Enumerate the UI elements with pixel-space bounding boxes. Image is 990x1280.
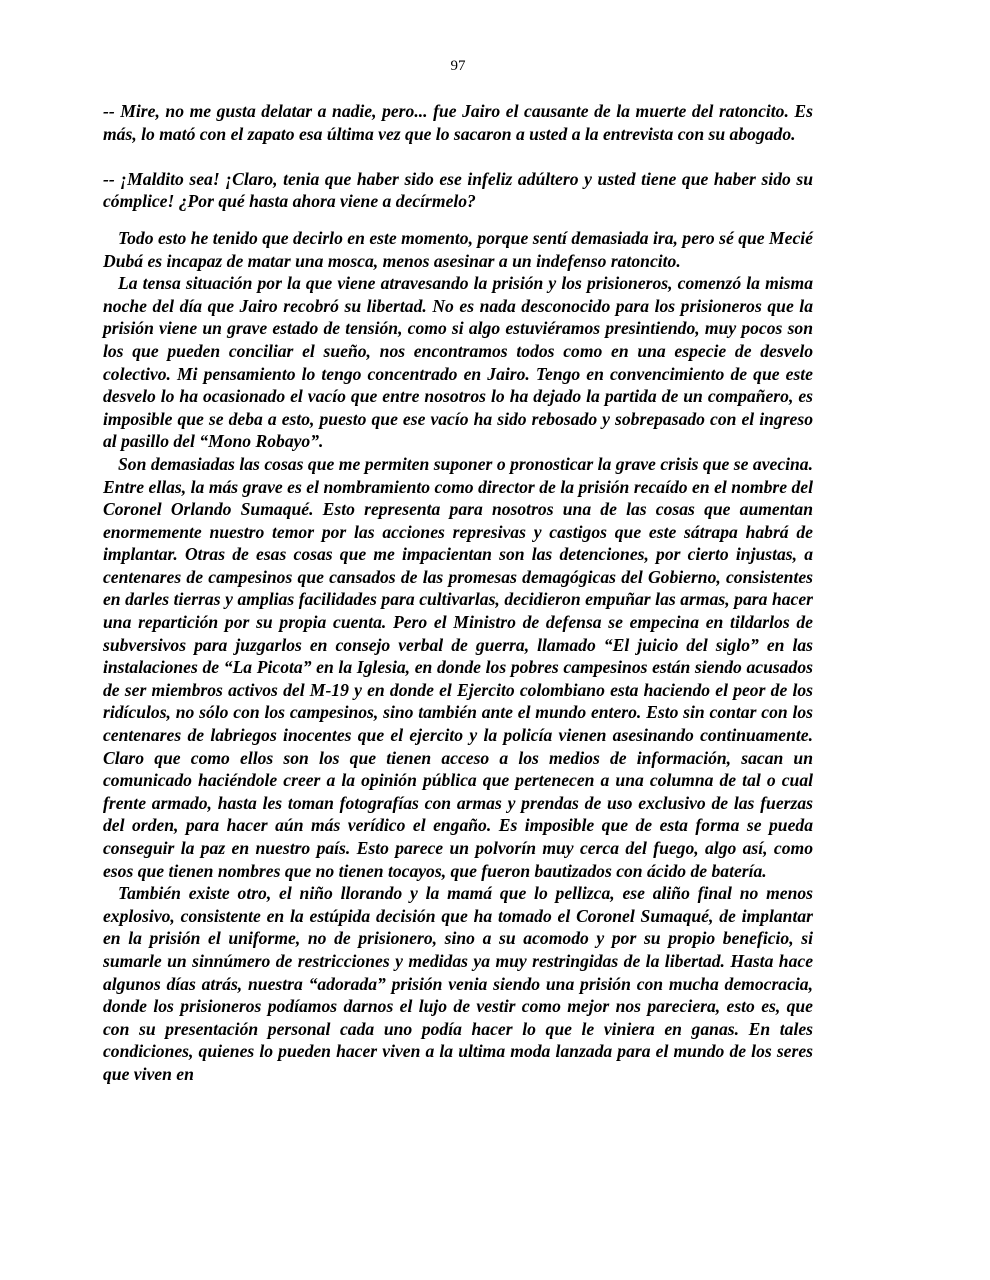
body-paragraph-4: También existe otro, el niño llorando y la mamá que lo pellizca, ese aliño final no menos explosivo, consistente en la estúpida decisión que ha tomado el Coronel Sumaqué, de implantar en la prisión el uniforme, no de prisionero, sino a su acomodo y por su propio beneficio, si sumarle un sinnúmero de restricciones y medidas ya muy restringidas de la libertad. Hasta hace algunos días atrás, nuestra “adorada” prisión venia siendo una prisión con mucha democracia, donde los prisioneros podíamos darnos el lujo de vestir como mejor nos pareciera, esto es, que con su presentación personal cada uno podía hacer lo que le viniera en ganas. En tales condiciones, quienes lo pueden hacer viven a la ultima moda lanzada para el mundo de los seres que viven en bbox=[103, 883, 813, 1084]
body-paragraph-2: La tensa situación por la que viene atravesando la prisión y los prisioneros, comenzó la misma noche del día que Jairo recobró su libertad. No es nada desconocido para los prisioneros que la prisión viene un grave estado de tensión, como si algo estuviéramos presintiendo, muy pocos son los que pueden conciliar el sueño, nos encontramos todos como en una especie de desvelo colectivo. Mi pensamiento lo tengo concentrado en Jairo. Tengo en convencimiento de que este desvelo lo ha ocasionado el vacío que entre nosotros lo ha dejado la partida de un compañero, es imposible que se deba a esto, puesto que ese vacío ha sido rebosado y sobrepasado con el ingreso al pasillo del “Mono Robayo”. bbox=[103, 273, 813, 452]
dialogue-paragraph-1: -- Mire, no me gusta delatar a nadie, pero... fue Jairo el causante de la muerte del ratoncito. Es más, lo mató con el zapato esa última vez que lo sacaron a usted a la entrevista con su abogado. bbox=[103, 101, 813, 144]
page-number: 97 bbox=[450, 58, 466, 74]
body-paragraph-3: Son demasiadas las cosas que me permiten suponer o pronosticar la grave crisis que se avecina. Entre ellas, la más grave es el nombramiento como director de la prisión recaído en el nombre del Coronel Orlando Sumaqué. Esto representa para nosotros una de las cosas que aumentan enormemente nuestro temor por las acciones represivas y castigos que este sátrapa habrá de implantar. Otras de esas cosas que me impacientan son las detenciones, por cierto injustas, a centenares de campesinos que cansados de las promesas demagógicas del Gobierno, consistentes en darles tierras y amplias facilidades para cultivarlas, decidieron empuñar las armas, para hacer una repartición por su propia cuenta. Pero el Ministro de defensa se empecina en tildarlos de subversivos para juzgarlos en consejo verbal de guerra, llamado “El juicio del siglo” en las instalaciones de “La Picota” en la Iglesia, en donde los pobres campesinos están siendo acusados de ser miembros activos del M-19 y en donde el Ejercito colombiano esta haciendo el peor de los ridículos, no sólo con los campesinos, sino también ante el mundo entero. Esto sin contar con los centenares de labriegos inocentes que el ejercito y la policía vienen asesinando continuamente. Claro que como ellos son los que tienen acceso a los medios de información, sacan un comunicado haciéndole creer a la opinión pública que pertenecen a una columna de tal o cual frente armado, hasta les toman fotografías con armas y prendas de uso exclusivo de las fuerzas del orden, para hacer aún más verídico el engaño. Es imposible que de esta forma se pueda conseguir la paz en nuestro país. Esto parece un polvorín muy cerca del fuego, algo así, como esos que tienen nombres que no tienen tocayos, que fueron bautizados con ácido de batería. bbox=[103, 453, 813, 881]
body-paragraph-1: Todo esto he tenido que decirlo en este momento, porque sentí demasiada ira, pero sé que Mecié Dubá es incapaz de matar una mosca, menos asesinar a un indefenso ratoncito. bbox=[103, 227, 813, 271]
dialogue-paragraph-2: -- ¡Maldito sea! ¡Claro, tenia que haber sido ese infeliz adúltero y usted tiene que haber sido su cómplice! ¿Por qué hasta ahora viene a decírmelo? bbox=[103, 168, 813, 212]
body-text bbox=[103, 100, 813, 1086]
